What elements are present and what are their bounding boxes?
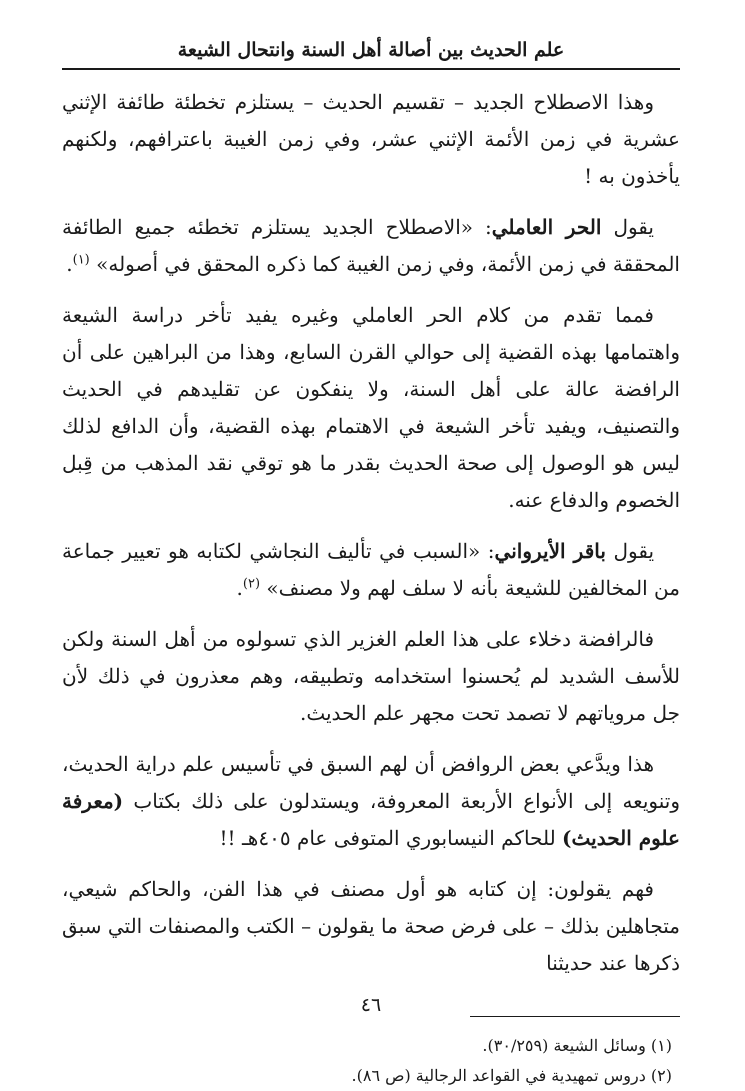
footnote-2: (٢) دروس تمهيدية في القواعد الرجالية (ص ٨٦). <box>351 1066 672 1085</box>
footnote-rule <box>470 1016 680 1017</box>
paragraph-6-tail: للحاكم النيسابوري المتوفى عام ٤٠٥هـ !! <box>219 826 563 850</box>
paragraph-2-quote: : «الاصطلاح الجديد يستلزم تخطئه جميع الطائفة المحققة في زمن الأئمة، وفي زمن الغيبة كما ذكره المحقق في أصوله» <box>62 215 680 276</box>
paragraph-4-tail: . <box>236 576 243 600</box>
author-name-hurr-amili: الحر العاملي <box>491 215 602 239</box>
running-head-title: علم الحديث بين أصالة أهل السنة وانتحال الشيعة <box>177 39 565 61</box>
author-name-baqir-irawani: باقر الأيرواني <box>494 539 606 563</box>
paragraph-5 <box>62 621 680 732</box>
paragraph-7 <box>62 871 680 982</box>
paragraph-5-text: فالرافضة دخلاء على هذا العلم الغزير الذي تسولوه من أهل السنة ولكن للأسف الشديد لم يُحسنوا استخدامه وتطبيقه، وهم معذرون في ذلك لأن جل مروياتهم لا تصمد تحت مجهر علم الحديث. <box>62 627 680 725</box>
page-number: ٤٦ <box>360 994 382 1016</box>
paragraph-4-lead: يقول <box>605 539 655 563</box>
footnote-1: (١) وسائل الشيعة (٣٠/٢٥٩). <box>482 1036 672 1055</box>
paragraph-4-quote: : «السبب في تأليف النجاشي لكتابه هو تعيير جماعة من المخالفين للشيعة بأنه لا سلف لهم ولا مصنف» <box>62 539 680 600</box>
running-head <box>62 36 680 70</box>
page <box>62 36 680 1085</box>
paragraph-6 <box>62 746 680 857</box>
paragraph-2 <box>62 209 680 283</box>
paragraph-1 <box>62 84 680 195</box>
paragraph-2-lead: يقول <box>601 215 654 239</box>
footnote-ref-1[interactable]: (١) <box>72 252 90 268</box>
paragraph-6-text: هذا ويدَّعي بعض الروافض أن لهم السبق في تأسيس علم دراية الحديث، وتنويعه إلى الأنواع الأربعة المعروفة، ويستدلون على ذلك بكتاب <box>62 752 680 813</box>
paragraph-3 <box>62 297 680 519</box>
paragraph-3-text: فمما تقدم من كلام الحر العاملي وغيره يفيد تأخر دراسة الشيعة واهتمامها بهذه القضية إلى حوالي القرن السابع، وهذا من البراهين على أن الرافضة عالة على أهل السنة، ولا ينفكون عن تقليدهم في الحديث والتصنيف، ويفيد تأخر الشيعة في الاهتمام بهذه القضية، وأن الدافع لذلك ليس هو الوصول إلى صحة الحديث بقدر ما هو توقي نقد المذهب من قِبل الخصوم والدفاع عنه. <box>62 303 680 512</box>
book-title-marifat-ulum-al-hadith: (معرفة علوم الحديث) <box>62 789 680 850</box>
paragraph-4 <box>62 533 680 607</box>
paragraph-1-text: وهذا الاصطلاح الجديد – تقسيم الحديث – يستلزم تخطئة طائفة الإثني عشرية في زمن الأئمة الإثني عشر، وفي زمن الغيبة باعترافهم، ولكنهم يأخذون به ! <box>62 90 680 188</box>
footnote-ref-2[interactable]: (٢) <box>242 576 261 592</box>
footnotes <box>62 1031 680 1091</box>
paragraph-2-tail: . <box>66 252 73 276</box>
body-text <box>62 84 680 982</box>
paragraph-7-text: فهم يقولون: إن كتابه هو أول مصنف في هذا الفن، والحاكم شيعي، متجاهلين بذلك – على فرض صحة ما يقولون – الكتب والمصنفات التي سبق ذكرها عند حديثنا <box>62 877 680 975</box>
